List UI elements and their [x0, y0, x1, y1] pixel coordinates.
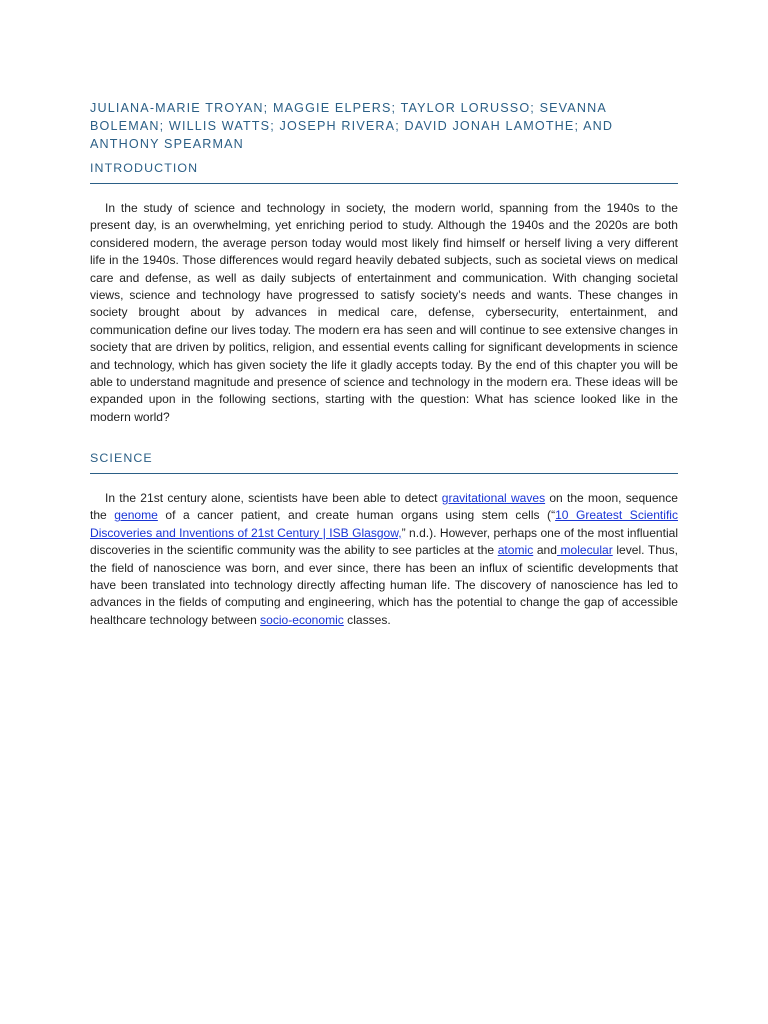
- science-text-6: level. Thus, the field of nanoscience was born, and ever since, there has been an influx of scientific developments that have been translated into technology directly affecting human life. The discovery of nanoscience has led to advances in the fields of computing and engineering, which has the potential to change the gap of accessible healthcare technology between: [90, 543, 678, 627]
- gravitational-waves-link[interactable]: gravitational waves: [441, 491, 546, 505]
- genome-link[interactable]: genome: [114, 508, 158, 523]
- science-heading: SCIENCE: [90, 450, 678, 474]
- science-text-7: classes.: [343, 612, 391, 627]
- molecular-link[interactable]: molecular: [556, 543, 613, 558]
- science-text-3: of a cancer patient, and create human organs using stem cells (“: [157, 508, 556, 523]
- science-text-5: and: [533, 543, 557, 558]
- introduction-paragraph: In the study of science and technology in society, the modern world, spanning from the 1940s to the present day, is an overwhelming, yet enriching period to study. Although the 1940s and the 2020s are both considered modern, the average person today would most likely find himself or herself living a very different life in the 1940s. Those differences would regard heavily debated subjects, such as societal views on medical care and defense, as well as daily subjects of entertainment and communication. With changing societal views, science and technology have progressed to satisfy society’s needs and wants. These changes in society brought about by advances in medical care, defense, cybersecurity, entertainment, and communication define our lives today. The modern era has seen and will continue to see extensive changes in society that are driven by politics, religion, and essential events calling for significant developments in science and technology, which has given society the life it gladly accepts today. By the end of this chapter you will be able to understand magnitude and presence of science and technology in the modern era. These ideas will be expanded upon in the following sections, starting with the question: What has science looked like in the modern world?: [90, 201, 678, 424]
- socio-economic-link[interactable]: socio-economic: [260, 612, 344, 627]
- science-paragraph: [90, 490, 678, 629]
- atomic-link[interactable]: atomic: [497, 543, 534, 558]
- science-text-4: ” n.d.). However, perhaps one of the most influential discoveries in the scientific community was the ability to see particles at the: [90, 525, 678, 558]
- isb-glasgow-link[interactable]: 10 Greatest Scientific Discoveries and Inventions of 21st Century | ISB Glasgow,: [90, 508, 678, 540]
- science-text-2: on the moon, sequence the: [90, 491, 678, 523]
- science-text-1: In the 21st century alone, scientists have been able to detect: [105, 491, 442, 505]
- introduction-heading: INTRODUCTION: [90, 160, 678, 184]
- author-list: JULIANA-MARIE TROYAN; MAGGIE ELPERS; TAYLOR LORUSSO; SEVANNA BOLEMAN; WILLIS WATTS; JOSEPH RIVERA; DAVID JONAH LAMOTHE; AND ANTHONY SPEARMAN: [90, 101, 614, 151]
